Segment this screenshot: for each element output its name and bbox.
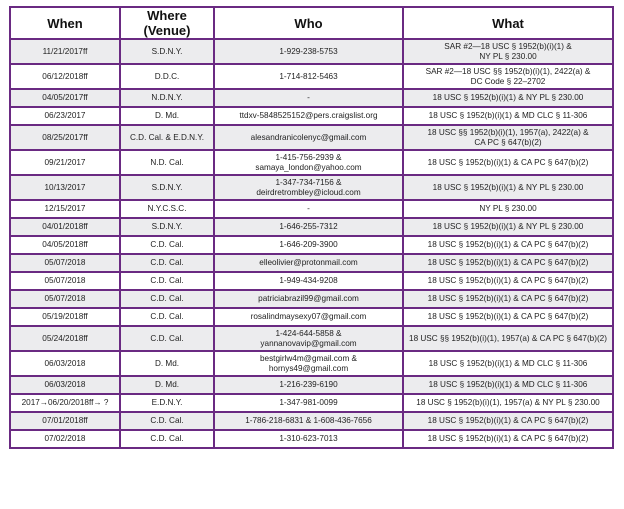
cell-who-line: 1-347-734-7156 & (275, 178, 342, 188)
cell-who (214, 107, 403, 125)
cell-where: D. Md. (120, 351, 214, 376)
cell-who-line: 1-646-255-7312 (279, 222, 338, 232)
cell-when: 06/03/2018 (10, 351, 120, 376)
cell-who (214, 236, 403, 254)
table-row (10, 150, 613, 175)
cell-when: 04/05/2017ff (10, 89, 120, 107)
cell-who (214, 394, 403, 412)
cell-who (214, 150, 403, 175)
table-row (10, 218, 613, 236)
cell-what-line: 18 USC § 1952(b)(i)(1) & CA PC § 647(b)(2) (427, 312, 589, 322)
table-row (10, 376, 613, 394)
cell-what (403, 200, 613, 218)
cell-who-line: elleolivier@protonmail.com (259, 258, 358, 268)
table-row (10, 272, 613, 290)
cell-what-line: 18 USC § 1952(b)(i)(1) & NY PL § 230.00 (432, 93, 584, 103)
cell-when: 05/24/2018ff (10, 326, 120, 351)
cell-what-line: 18 USC § 1952(b)(i)(1) & CA PC § 647(b)(2) (427, 416, 589, 426)
header-where: Where (Venue) (120, 7, 214, 39)
cell-what (403, 89, 613, 107)
cell-when: 04/01/2018ff (10, 218, 120, 236)
cell-who-line: 1-216-239-6190 (279, 380, 338, 390)
cell-where: S.D.N.Y. (120, 39, 214, 64)
cell-when: 12/15/2017 (10, 200, 120, 218)
cell-what (403, 394, 613, 412)
cell-where: D.D.C. (120, 64, 214, 89)
cell-what (403, 254, 613, 272)
cell-who-line: 1-310-623-7013 (279, 434, 338, 444)
cell-who (214, 272, 403, 290)
cell-who (214, 64, 403, 89)
cell-what-line: SAR #2—18 USC §§ 1952(b)(i)(1), 2422(a) & (425, 67, 591, 77)
table-row (10, 290, 613, 308)
cell-what (403, 326, 613, 351)
cell-what-line: 18 USC § 1952(b)(i)(1) & CA PC § 647(b)(2) (427, 276, 589, 286)
cell-who-line: - (307, 204, 310, 214)
cell-when: 07/01/2018ff (10, 412, 120, 430)
cell-what (403, 125, 613, 150)
cell-what (403, 412, 613, 430)
offense-table (9, 6, 614, 449)
cell-who-line: deirdretrombley@icloud.com (256, 187, 361, 197)
table-row (10, 351, 613, 376)
cell-where: N.Y.C.S.C. (120, 200, 214, 218)
cell-what (403, 175, 613, 200)
table-row (10, 125, 613, 150)
cell-who (214, 326, 403, 351)
cell-what-line: 18 USC § 1952(b)(i)(1) & MD CLC § 11-306 (428, 380, 588, 390)
cell-what-line: 18 USC § 1952(b)(i)(1) & MD CLC § 11-306 (428, 111, 588, 121)
cell-what-line: NY PL § 230.00 (479, 204, 537, 214)
cell-who-line: 1-347-981-0099 (279, 398, 338, 408)
cell-what (403, 107, 613, 125)
cell-what (403, 218, 613, 236)
table-row (10, 430, 613, 448)
cell-who-line: bestgirlw4m@gmail.com & (259, 354, 358, 364)
table-row (10, 236, 613, 254)
table-row (10, 326, 613, 351)
cell-where: S.D.N.Y. (120, 175, 214, 200)
cell-where: C.D. Cal. (120, 430, 214, 448)
cell-where: D. Md. (120, 107, 214, 125)
table-row (10, 64, 613, 89)
cell-who (214, 175, 403, 200)
cell-when: 05/07/2018 (10, 272, 120, 290)
cell-who-line: 1-786-218-6831 & 1-608-436-7656 (245, 416, 372, 426)
cell-where: C.D. Cal. (120, 254, 214, 272)
table-row (10, 308, 613, 326)
table-row (10, 39, 613, 64)
cell-who-line: ttdxv-5848525152@pers.craigslist.org (239, 111, 378, 121)
cell-who-line: alesandranicolenyc@gmail.com (250, 132, 367, 142)
header-what: What (403, 7, 613, 39)
cell-when: 2017→06/20/2018ff→ ? (10, 394, 120, 412)
cell-who (214, 308, 403, 326)
cell-what (403, 376, 613, 394)
cell-when: 06/12/2018ff (10, 64, 120, 89)
cell-what-line: 18 USC § 1952(b)(i)(1) & MD CLC § 11-306 (428, 358, 588, 368)
cell-where: C.D. Cal. (120, 290, 214, 308)
cell-when: 11/21/2017ff (10, 39, 120, 64)
cell-when: 05/07/2018 (10, 254, 120, 272)
cell-what (403, 430, 613, 448)
cell-where: N.D.N.Y. (120, 89, 214, 107)
cell-who-line: - (307, 93, 310, 103)
cell-when: 07/02/2018 (10, 430, 120, 448)
cell-when: 10/13/2017 (10, 175, 120, 200)
cell-what (403, 64, 613, 89)
cell-where: E.D.N.Y. (120, 394, 214, 412)
cell-what (403, 39, 613, 64)
cell-what-line: DC Code § 22–2702 (470, 76, 546, 86)
cell-when: 08/25/2017ff (10, 125, 120, 150)
cell-where: N.D. Cal. (120, 150, 214, 175)
cell-who (214, 39, 403, 64)
cell-when: 05/19/2018ff (10, 308, 120, 326)
cell-who-line: samaya_london@yahoo.com (255, 162, 362, 172)
table-row (10, 175, 613, 200)
cell-who-line: 1-646-209-3900 (279, 240, 338, 250)
header-who: Who (214, 7, 403, 39)
cell-what (403, 290, 613, 308)
cell-who-line: patriciabrazil99@gmail.com (258, 294, 359, 304)
cell-when: 09/21/2017 (10, 150, 120, 175)
cell-who (214, 430, 403, 448)
cell-who (214, 351, 403, 376)
cell-where: C.D. Cal. (120, 272, 214, 290)
cell-what-line: 18 USC § 1952(b)(i)(1) & CA PC § 647(b)(2) (427, 258, 589, 268)
cell-what-line: NY PL § 230.00 (479, 51, 537, 61)
cell-who-line: 1-949-434-9208 (279, 276, 338, 286)
cell-what-line: 18 USC §§ 1952(b)(i)(1), 1957(a), 2422(a) & (427, 128, 589, 138)
cell-who-line: hornys49@gmail.com (268, 363, 349, 373)
cell-where: S.D.N.Y. (120, 218, 214, 236)
cell-who (214, 89, 403, 107)
cell-what-line: 18 USC §§ 1952(b)(i)(1), 1957(a) & CA PC § 647(b)(2) (409, 333, 607, 343)
cell-where: D. Md. (120, 376, 214, 394)
header-when: When (10, 7, 120, 39)
table-row (10, 394, 613, 412)
cell-what-line: 18 USC § 1952(b)(i)(1) & CA PC § 647(b)(2) (427, 157, 589, 167)
cell-what (403, 150, 613, 175)
table-row (10, 89, 613, 107)
cell-who (214, 125, 403, 150)
cell-when: 05/07/2018 (10, 290, 120, 308)
cell-who-line: yannanovavip@gmail.com (260, 338, 357, 348)
cell-what (403, 308, 613, 326)
header-row (10, 7, 613, 39)
table-row (10, 107, 613, 125)
cell-what (403, 236, 613, 254)
table-row (10, 254, 613, 272)
cell-who (214, 200, 403, 218)
cell-what (403, 272, 613, 290)
cell-who-line: 1-424-644-5858 & (275, 329, 342, 339)
table-row (10, 412, 613, 430)
cell-when: 06/03/2018 (10, 376, 120, 394)
cell-where: C.D. Cal. (120, 308, 214, 326)
cell-where: C.D. Cal. (120, 412, 214, 430)
cell-what-line: 18 USC § 1952(b)(i)(1) & CA PC § 647(b)(2) (427, 434, 589, 444)
cell-who (214, 290, 403, 308)
cell-what-line: CA PC § 647(b)(2) (474, 137, 542, 147)
cell-where: C.D. Cal. (120, 236, 214, 254)
cell-what-line: 18 USC § 1952(b)(i)(1), 1957(a) & NY PL § 230.00 (416, 398, 600, 408)
cell-what-line: 18 USC § 1952(b)(i)(1) & CA PC § 647(b)(2) (427, 240, 589, 250)
cell-what-line: 18 USC § 1952(b)(i)(1) & NY PL § 230.00 (432, 222, 584, 232)
table-row (10, 200, 613, 218)
cell-where: C.D. Cal. (120, 326, 214, 351)
cell-who (214, 254, 403, 272)
cell-what-line: 18 USC § 1952(b)(i)(1) & NY PL § 230.00 (432, 182, 584, 192)
cell-when: 04/05/2018ff (10, 236, 120, 254)
cell-who-line: rosalindmaysexy07@gmail.com (250, 312, 367, 322)
cell-who-line: 1-929-238-5753 (279, 46, 338, 56)
table-body (10, 39, 613, 448)
cell-where: C.D. Cal. & E.D.N.Y. (120, 125, 214, 150)
cell-who-line: 1-714-812-5463 (279, 71, 338, 81)
cell-who (214, 376, 403, 394)
cell-what-line: 18 USC § 1952(b)(i)(1) & CA PC § 647(b)(2) (427, 294, 589, 304)
cell-who-line: 1-415-756-2939 & (275, 153, 342, 163)
cell-when: 06/23/2017 (10, 107, 120, 125)
cell-what (403, 351, 613, 376)
cell-who (214, 218, 403, 236)
cell-who (214, 412, 403, 430)
cell-what-line: SAR #2—18 USC § 1952(b)(i)(1) & (444, 42, 572, 52)
